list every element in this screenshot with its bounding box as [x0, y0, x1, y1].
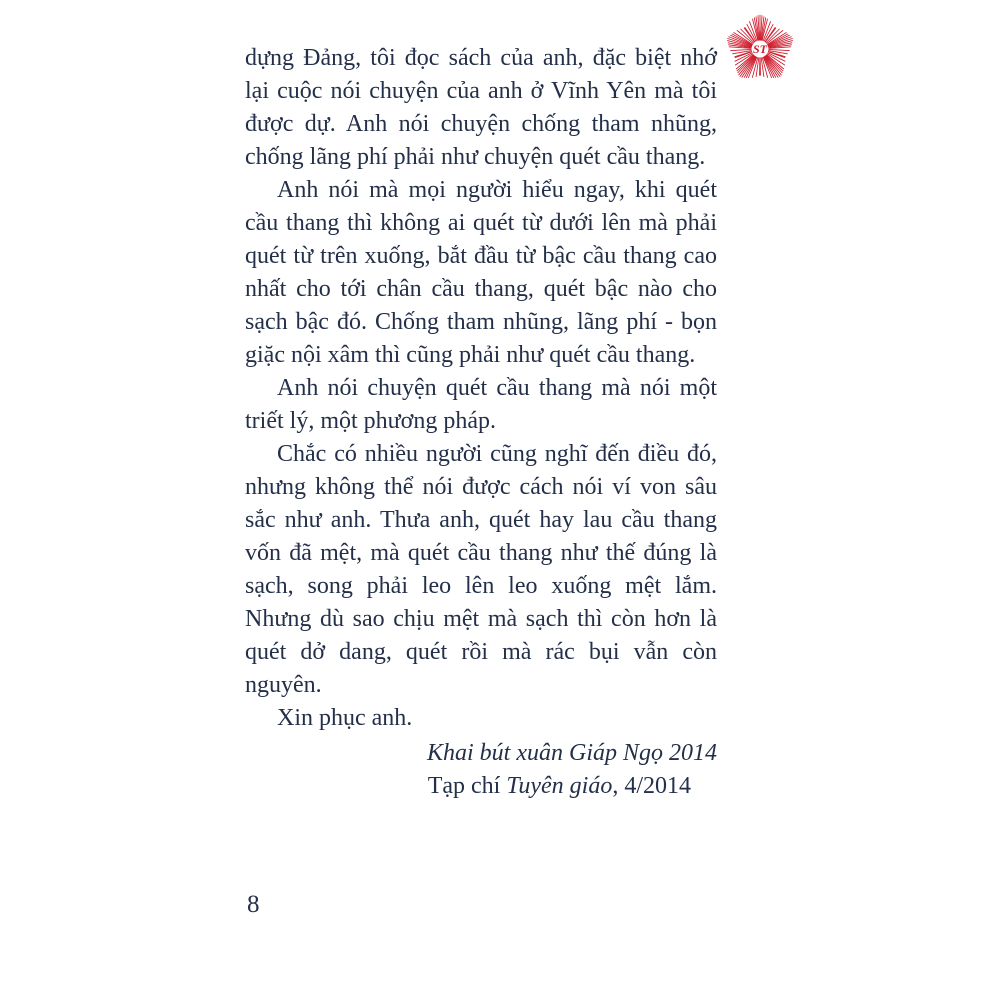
- logo-monogram: ST: [752, 42, 768, 57]
- attribution-journal-name: Tuyên giáo: [506, 773, 613, 799]
- attribution-journal-prefix: Tạp chí: [427, 773, 507, 799]
- body-paragraph: Chắc có nhiều người cũng nghĩ đến điều đó, nhưng không thể nói được cách nói ví von sâu sắc như anh. Thưa anh, quét hay lau cầu thang vốn đã mệt, mà quét cầu thang như thế đúng là sạch, song phải leo lên leo xuống mệt lắm. Nhưng dù sao chịu mệt mà sạch thì còn hơn là quét dở dang, quét rồi mà rác bụi vẫn còn nguyên.: [245, 441, 717, 698]
- body-paragraph: dựng Đảng, tôi đọc sách của anh, đặc biệt nhớ lại cuộc nói chuyện của anh ở Vĩnh Yên mà tôi được dự. Anh nói chuyện chống tham nhũng, chống lãng phí phải như chuyện quét cầu thang.: [245, 45, 717, 170]
- attribution-block: [245, 737, 717, 803]
- body-paragraph: Anh nói chuyện quét cầu thang mà nói một triết lý, một phương pháp.: [245, 375, 717, 434]
- body-paragraph: Xin phục anh.: [277, 705, 413, 731]
- attribution-source-line: Khai bút xuân Giáp Ngọ 2014: [426, 740, 717, 766]
- body-text-block: [245, 42, 717, 803]
- publisher-starburst-logo-icon: [720, 8, 802, 88]
- attribution-journal-line: [245, 770, 717, 803]
- attribution-journal-suffix: , 4/2014: [612, 773, 691, 799]
- page-number: 8: [247, 891, 260, 918]
- body-paragraph: Anh nói mà mọi người hiểu ngay, khi quét cầu thang thì không ai quét từ dưới lên mà phải quét từ trên xuống, bắt đầu từ bậc cầu thang cao nhất cho tới chân cầu thang, quét bậc nào cho sạch bậc đó. Chống tham nhũng, lãng phí - bọn giặc nội xâm thì cũng phải như quét cầu thang.: [245, 177, 717, 368]
